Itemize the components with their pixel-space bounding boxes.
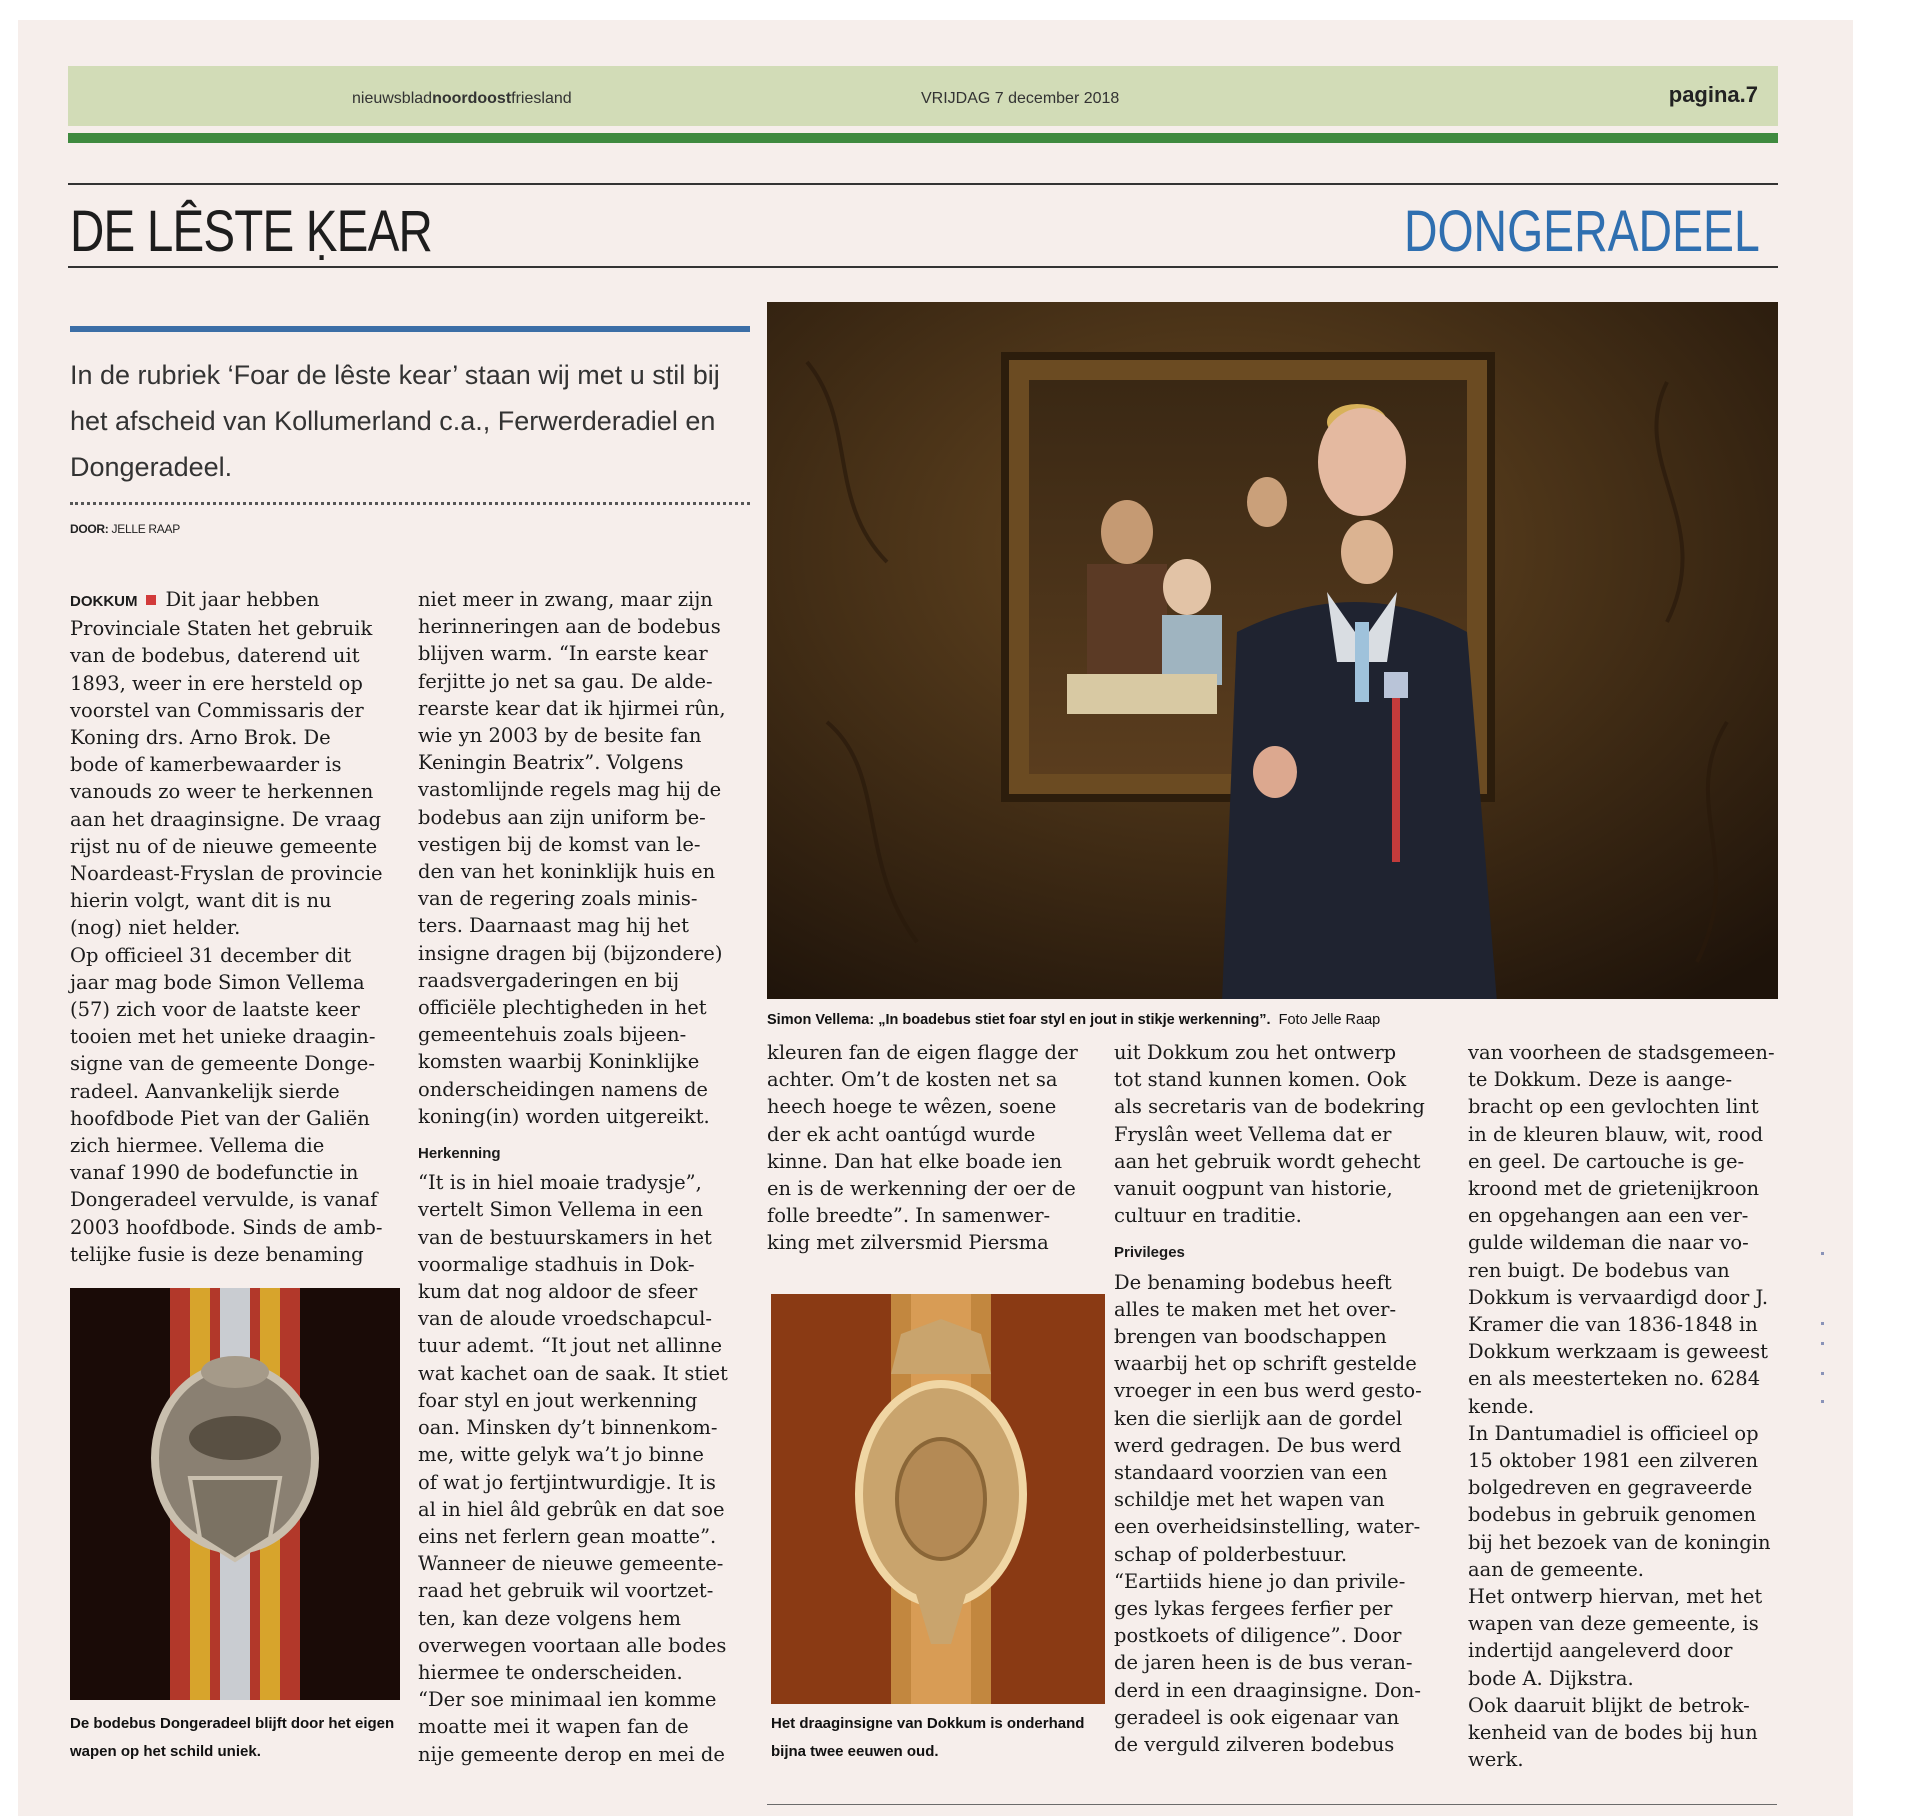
margin-mark: [1821, 1400, 1824, 1403]
article-column-2: niet meer in zwang, maar zijn herinneringen aan de bodebus blijven warm. “In earste kear ferjitte jo net sa gau. De alde- rearste kear dat ik hjirmei rûn, wie yn 2003 by de besite fan Keningin Beatrix”. Volgens vastomlijnde regels mag hij de bodebus aan zijn uniform be- vestigen bij de komst van le- den van het koninklijk huis en van de regering zoals minis- ters. Daarnaast mag hij het insigne dragen bij (bijzondere) raadsvergaderingen en bij officiële plechtigheden in het gemeentehuis zoals bijeen- komsten waarbij Koninklijke onderscheidingen namens de koning(in) worden uitgereikt. Herkenning “It is in hiel moaie tradysje”, vertelt Simon Vellema in een van de bestuurskamers in het voormalige stadhuis in Dok- kum dat nog aldoor de sfeer van de aloude vroedschapcul- tuur ademt. “It jout net allinne wat kachet oan de saak. It stiet foar styl en jout werkenning oan. Minsken dy’t binnenkom- me, witte gelyk wa’t jo binne of wat jo fertjintwurdigje. It is al in hiel âld gebrûk en dat soe eins net ferlern gean moatte”. Wanneer de nieuwe gemeente- raad het gebruik wil voortzet- ten, kan deze volgens hem overwegen voortaan alle bodes hiermee te onderscheiden. “Der soe minimaal ien komme moatte mei it wapen fan de nije gemeente derop en mei de: [418, 586, 758, 1768]
subhead-privileges: Privileges: [1114, 1244, 1185, 1262]
center-photo-caption: Het draaginsigne van Dokkum is onderhand bijna twee eeuwen oud.: [771, 1715, 1085, 1760]
page-number: pagina.7: [1668, 82, 1758, 107]
photo-bodebus-dongeradeel: [70, 1288, 400, 1700]
subhead-herkenning: Herkenning: [418, 1145, 501, 1163]
byline: DOOR: JELLE RAAP: [70, 522, 180, 536]
intro-dotted-rule: [70, 502, 750, 505]
photo-simon-vellema: [767, 302, 1778, 999]
article-column-1: DOKKUM Dit jaar hebben Provinciale Staten het gebruik van de bodebus, daterend uit 1893, weer in ere hersteld op voorstel van Commissaris der Koning drs. Arno Brok. De bode of kamerbewaarder is vanouds zo weer te herkennen aan het draaginsigne. De vraag rijst nu of de nieuwe gemeente Noardeast-Fryslan de provincie hierin volgt, want dit is nu (nog) niet helder. Op officieel 31 december dit jaar mag bode Simon Vellema (57) zich voor de laatste keer tooien met het unieke draagin- signe van de gemeente Donge- radeel. Aanvankelijk sierde hoofdbode Piet van der Galiën zich hiermee. Vellema die vanaf 1990 de bodefunctie in Dongeradeel vervulde, is vanaf 2003 hoofdbode. Sinds de amb- telijke fusie is deze benaming: [70, 588, 383, 1266]
headline-rule-bottom: [68, 266, 1778, 268]
bottom-rule: [767, 1804, 1777, 1805]
paper-name: nieuwsbladnoordoostfriesland: [352, 90, 572, 107]
main-photo-caption: Simon Vellema: „In boadebus stiet foar styl en jout in stikje werkenning”. Foto Jelle Raap: [767, 1012, 1381, 1028]
newspaper-page: [18, 20, 1853, 1816]
article-column-5: van voorheen de stadsgemeen- te Dokkum. Deze is aange- bracht op een gevlochten lint in de kleuren blauw, wit, rood en geel. De cartouche is ge- kroond met de grietenijkroon en opgehangen aan een ver- gulde wildeman die naar vo- ren buigt. De bodebus van Dokkum is vervaardigd door J. Kramer die van 1836-1848 in Dokkum werkzaam is geweest en als meesterteken no. 6284 kende. In Dantumadiel is officieel op 15 oktober 1981 een zilveren bolgedreven en gegraveerde bodebus in gebruik genomen bij het bezoek van de koningin aan de gemeente. Het ontwerp hiervan, met het wapen van deze gemeente, is indertijd aangeleverd door bode A. Dijkstra. Ook daaruit blijkt de betrok- kenheid van de bodes bij hun werk.: [1468, 1041, 1775, 1772]
headline-rule-top: [68, 183, 1778, 185]
left-photo-caption: De bodebus Dongeradeel blijft door het eigen wapen op het schild uniek.: [70, 1715, 395, 1760]
bodebus-dongeradeel-photo: [70, 1288, 400, 1700]
intro-text: In de rubriek ‘Foar de lêste kear’ staan wij met u stil bij het afscheid van Kollumerland c.a., Ferwerderadiel en Dongeradeel.: [70, 360, 720, 482]
page-headline: DE LÊSTE ḲEAR: [70, 199, 433, 264]
masthead-rule: [68, 133, 1778, 143]
intro-accent-bar: [70, 326, 750, 332]
margin-mark: [1821, 1372, 1824, 1375]
issue-date: VRIJDAG 7 december 2018: [921, 90, 1120, 107]
margin-mark: [1821, 1252, 1824, 1255]
draaginsigne-dokkum-photo: [771, 1294, 1105, 1704]
photo-draaginsigne-dokkum: [771, 1294, 1105, 1704]
margin-mark: [1821, 1322, 1824, 1325]
article-column-4: uit Dokkum zou het ontwerp tot stand kunnen komen. Ook als secretaris van de bodekring Fryslân weet Vellema dat er aan het gebruik wordt gehecht vanuit oogpunt van historie, cultuur en traditie. Privileges De benaming bodebus heeft alles te maken met het over- brengen van boodschappen waarbij het op schrift gestelde vroeger in een bus werd gesto- ken die sierlijk aan de gordel werd gedragen. De bus werd standaard voorzien van een schildje met het wapen van een overheidsinstelling, water- schap of polderbestuur. “Eartiids hiene jo dan privile- ges lykas fergees ferfier per postkoets of diligence”. Door de jaren heen is de bus veran- derd in een draaginsigne. Don- geradeel is ook eigenaar van de verguld zilveren bodebus: [1114, 1039, 1454, 1758]
article-column-3: kleuren fan de eigen flagge der achter. Om’t de kosten net sa heech hoege te wêzen, soene der ek acht oantúgd wurde kinne. Dan hat elke boade ien en is de werkenning der oer de folle breedte”. In samenwer- king met zilversmid Piersma: [767, 1041, 1078, 1255]
main-photo: [767, 302, 1778, 999]
dateline-marker: [146, 595, 156, 605]
section-title: DONGERADEEL: [1404, 199, 1760, 264]
margin-mark: [1821, 1342, 1824, 1345]
